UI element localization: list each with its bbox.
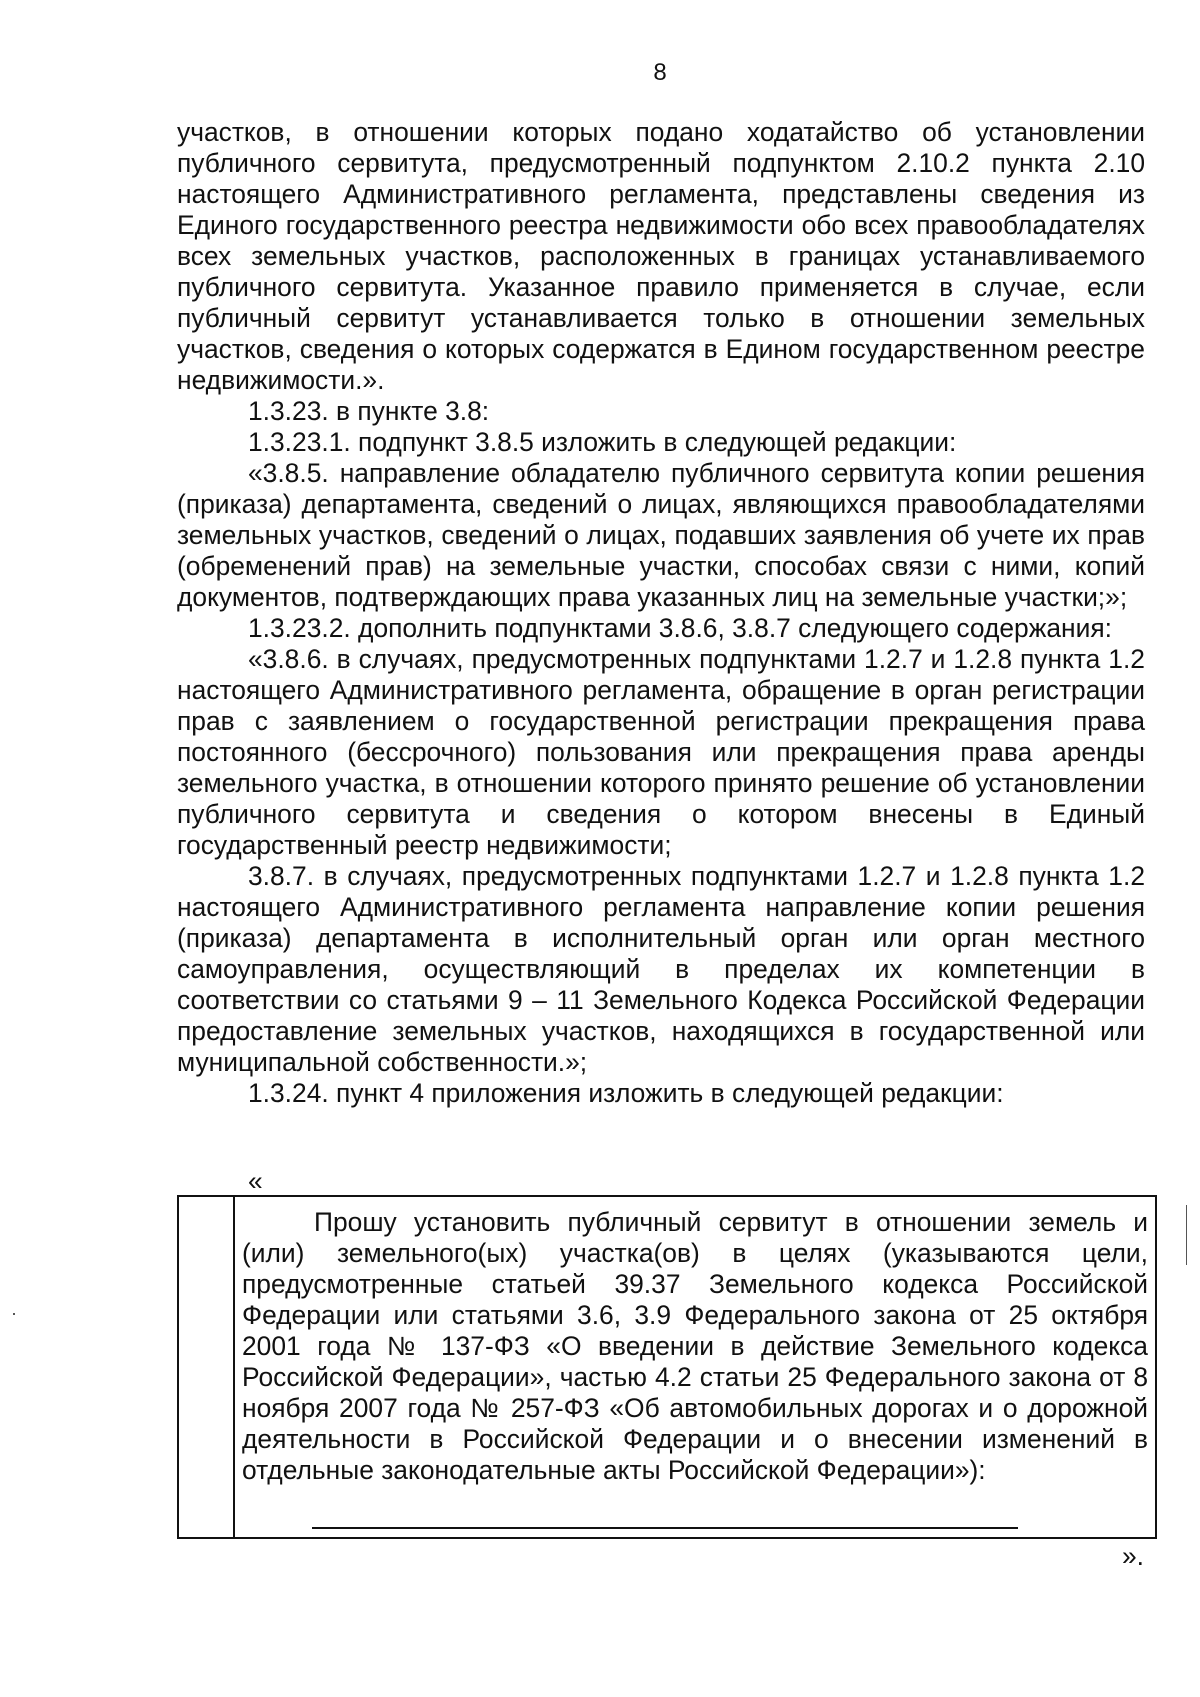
paragraph-1-3-24: 1.3.24. пункт 4 приложения изложить в следующей редакции: — [248, 1078, 1004, 1108]
fill-in-blank-line — [312, 1527, 1018, 1529]
paragraph-continuation: участков, в отношении которых подано ходатайство об установлении публичного сервитута, предусмотренный подпунктом 2.10.2 пункта 2.10 настоящего Административного регламента, представлены сведения из Единого государственного реестра недвижимости обо всех правообладателях всех земельных участков, расположенных в границах устанавливаемого публичного сервитута. Указанное правило применяется в случае, если публичный сервитут устанавливается только в отношении земельных участков, сведения о которых содержатся в Едином государственном реестре недвижимости.». — [177, 117, 1145, 395]
paragraph-3-8-5: «3.8.5. направление обладателю публичного сервитута копии решения (приказа) департамента, сведений о лицах, являющихся правообладателями земельных участков, сведений о лицах, подавших заявления об учете их прав (обременений прав) на земельные участки, способах связи с ними, копий документов, подтверждающих права указанных лиц на земельные участки;»; — [177, 458, 1145, 612]
table-left-column — [179, 1197, 235, 1537]
table-cell-paragraph: Прошу установить публичный сервитут в отношении земель и (или) земельного(ых) участка(ов) в целях (указываются цели, предусмотренные статьей 39.37 Земельного кодекса Российской Федерации или статьями 3.6, 3.9 Федерального закона от 25 октября 2001 года № 137-ФЗ «О введении в действие Земельного кодекса Российской Федерации», частью 4.2 статьи 25 Федерального закона от 8 ноября 2007 года № 257-ФЗ «Об автомобильных дорогах и о дорожной деятельности в Российской Федерации и о внесении изменений в отдельные законодательные акты Российской Федерации»): — [242, 1207, 1148, 1485]
scan-artifact — [13, 1313, 15, 1315]
closing-quote: ». — [1122, 1541, 1145, 1571]
scan-artifact — [1186, 1205, 1187, 1265]
document-body — [177, 117, 1145, 1109]
paragraph-1-3-23: 1.3.23. в пункте 3.8: — [248, 396, 490, 426]
paragraph-3-8-6: «3.8.6. в случаях, предусмотренных подпунктами 1.2.7 и 1.2.8 пункта 1.2 настоящего Административного регламента, обращение в орган регистрации прав с заявлением о государственной регистрации прекращения права постоянного (бессрочного) пользования или прекращения права аренды земельного участка, в отношении которого принято решение об установлении публичного сервитута и сведения о котором внесены в Единый государственный реестр недвижимости; — [177, 644, 1145, 860]
paragraph-1-3-23-2: 1.3.23.2. дополнить подпунктами 3.8.6, 3.8.7 следующего содержания: — [248, 613, 1112, 643]
paragraph-1-3-23-1: 1.3.23.1. подпункт 3.8.5 изложить в следующей редакции: — [248, 427, 957, 457]
paragraph-3-8-7: 3.8.7. в случаях, предусмотренных подпунктами 1.2.7 и 1.2.8 пункта 1.2 настоящего Административного регламента направление копии решения (приказа) департамента в исполнительный орган или орган местного самоуправления, осуществляющий в пределах их компетенции в соответствии со статьями 9 – 11 Земельного Кодекса Российской Федерации предоставление земельных участков, находящихся в государственной или муниципальной собственности.»; — [177, 861, 1145, 1077]
opening-quote: « — [248, 1166, 263, 1196]
page-number: 8 — [653, 59, 667, 86]
table-cell-text — [242, 1207, 1148, 1486]
application-table — [177, 1195, 1157, 1539]
